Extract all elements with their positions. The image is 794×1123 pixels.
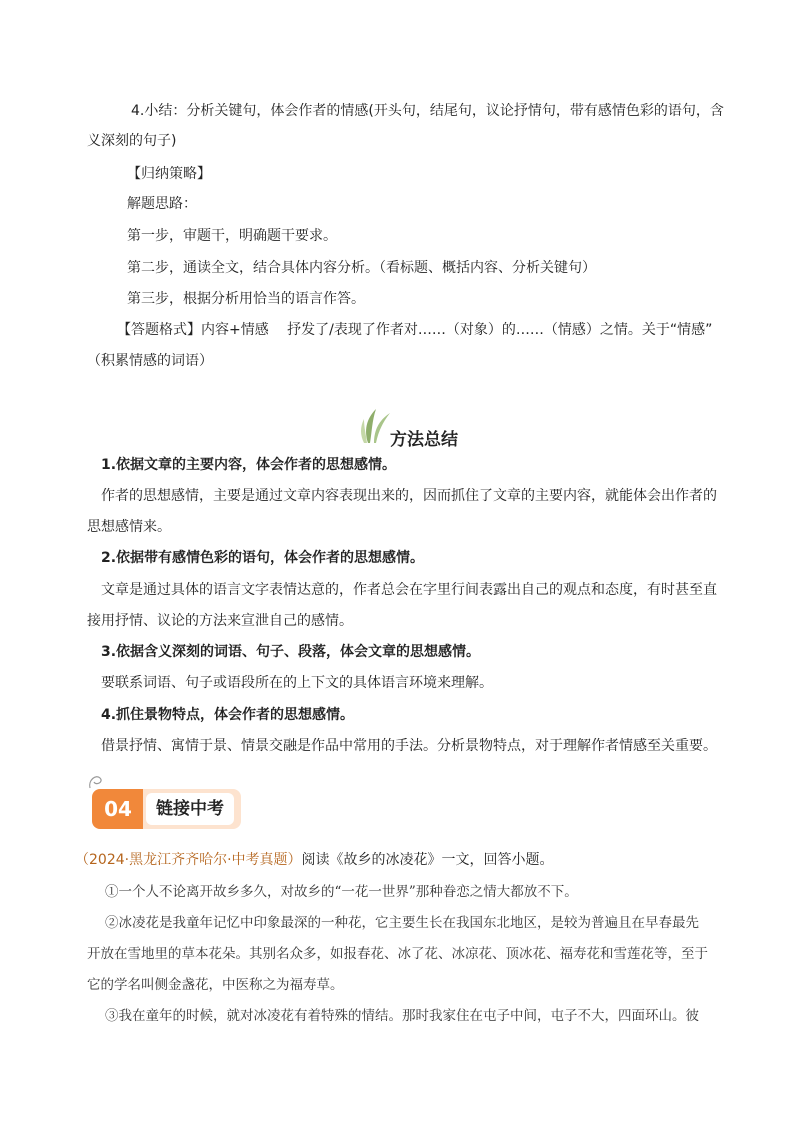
exam-question-line (75, 850, 554, 870)
strategy-step-1: 第一步，审题干，明确题干要求。 (127, 228, 337, 244)
method-point-4-text: 借景抒情、寓情于景、情景交融是作品中常用的手法。分析景物特点，对于理解作者情感至关重要。 (101, 738, 717, 754)
answer-format-line-1: 【答题格式】内容+情感 抒发了/表现了作者对……（对象）的……（情感）之情。关于“情感” (117, 322, 713, 338)
leaf-icon (358, 405, 394, 445)
strategy-step-2: 第二步，通读全文，结合具体内容分析。（看标题、概括内容、分析关键句） (127, 260, 596, 276)
method-point-3: 3.依据含义深刻的词语、句子、段落，体会文章的思想感情。 (101, 644, 481, 660)
passage-paragraph-1: ①一个人不论离开故乡多久，对故乡的“一花一世界”那种眷恋之情大都放不下。 (105, 884, 578, 900)
passage-paragraph-2a: ②冰凌花是我童年记忆中印象最深的一种花，它主要生长在我国东北地区，是较为普遍且在早春最先 (105, 915, 699, 931)
method-point-2-text-a: 文章是通过具体的语言文字表情达意的，作者总会在字里行间表露出自己的观点和态度，有时甚至直 (101, 582, 717, 598)
method-point-2: 2.依据带有感情色彩的语句，体会作者的思想感情。 (101, 550, 425, 566)
method-point-4: 4.抓住景物特点，体会作者的思想感情。 (101, 707, 355, 723)
method-point-1-text-a: 作者的思想感情，主要是通过文章内容表现出来的，因而抓住了文章的主要内容，就能体会出作者的 (101, 488, 717, 504)
section-number: 04 (92, 789, 144, 829)
passage-paragraph-3: ③我在童年的时候，就对冰凌花有着特殊的情结。那时我家住在屯子中间，屯子不大，四面环山。彼 (105, 1008, 699, 1024)
summary-line-1: 4.小结：分析关键句，体会作者的情感(开头句，结尾句，议论抒情句，带有感情色彩的语句，含 (131, 103, 724, 119)
method-point-1-text-b: 思想感情来。 (87, 519, 171, 535)
strategy-intro: 解题思路： (127, 196, 197, 212)
section-title: 链接中考 (146, 793, 234, 825)
method-point-1: 1.依据文章的主要内容，体会作者的思想感情。 (101, 457, 397, 473)
exam-prompt: 阅读《故乡的冰凌花》一文，回答小题。 (301, 852, 554, 868)
strategy-title: 【归纳策略】 (127, 166, 211, 182)
answer-format-line-2: （积累情感的词语） (87, 353, 213, 369)
method-point-3-text: 要联系词语、句子或语段所在的上下文的具体语言环境来理解。 (101, 675, 493, 691)
method-point-2-text-b: 接用抒情、议论的方法来宣泄自己的感情。 (87, 613, 353, 629)
passage-paragraph-2b: 开放在雪地里的草本花朵。其别名众多，如报春花、冰了花、冰凉花、顶冰花、福寿花和雪莲花等，至于 (87, 946, 708, 962)
strategy-step-3: 第三步，根据分析用恰当的语言作答。 (127, 291, 365, 307)
passage-paragraph-2c: 它的学名叫侧金盏花，中医称之为福寿草。 (87, 977, 344, 993)
summary-line-2: 义深刻的句子) (87, 133, 177, 149)
method-heading: 方法总结 (390, 430, 458, 450)
exam-source: （2024·黑龙江齐齐哈尔·中考真题） (75, 852, 302, 868)
